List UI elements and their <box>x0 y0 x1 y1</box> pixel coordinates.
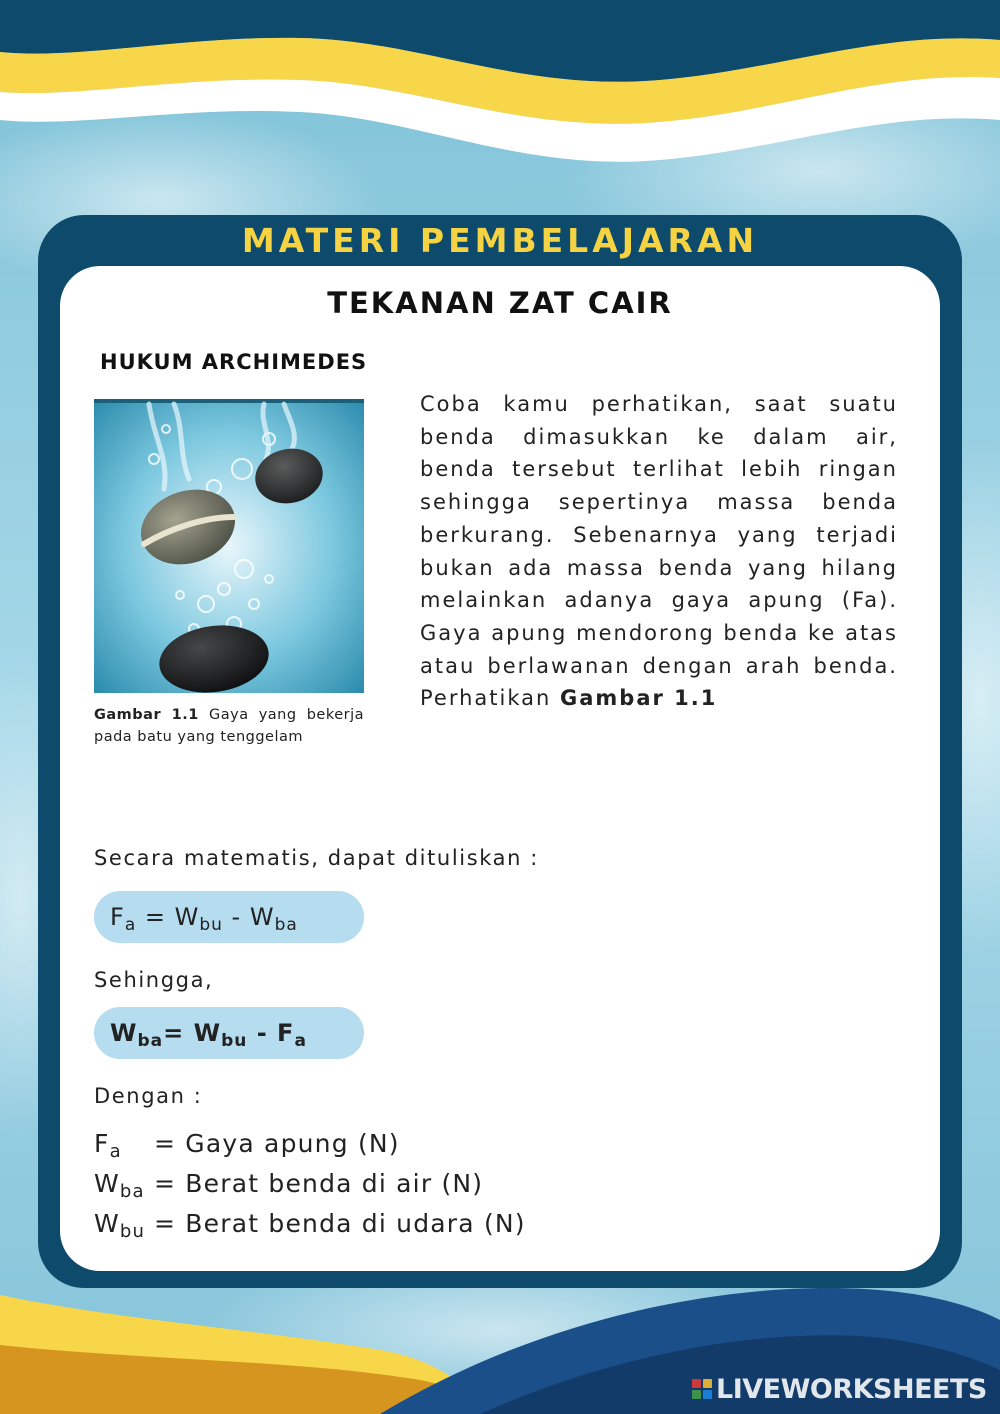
formula-subscript: a <box>124 915 137 935</box>
definition-text: = Gaya apung (N) <box>154 1129 400 1158</box>
stones-in-water-photo-icon <box>94 399 364 693</box>
formula-subscript: ba <box>137 1031 164 1051</box>
formula-subscript: a <box>294 1031 307 1051</box>
formula-operator: - <box>222 903 250 931</box>
formula-symbol: F <box>277 1019 295 1047</box>
figure-caption-text: Gaya yang bekerja pada batu yang tenggelam <box>94 707 364 745</box>
definition-symbol: $F_a$ <box>94 1129 122 1162</box>
page-header-title: MATERI PEMBELAJARAN <box>241 221 759 260</box>
watermark-text: LIVEWORKSHEETS <box>716 1373 987 1405</box>
definition-row <box>94 1124 526 1164</box>
definition-row <box>94 1164 526 1204</box>
definition-symbol: $W_{bu}$ <box>94 1209 146 1242</box>
figure-caption <box>94 704 364 748</box>
formula-weight-in-water <box>94 1007 364 1059</box>
formula-operator: = <box>163 1019 194 1047</box>
formula-subscript: ba <box>274 915 298 935</box>
body-paragraph-figure-ref: Gambar 1.1 <box>560 686 718 711</box>
liveworksheets-logo-icon <box>692 1379 712 1399</box>
definition-row <box>94 1204 526 1244</box>
body-paragraph-text: Coba kamu perhatikan, saat suatu benda dimasukkan ke dalam air, benda tersebut terlihat lebih ringan sehingga sepertinya massa benda berkurang. Sebenarnya yang terjadi bukan ada massa benda yang hilang melainkan adanya gaya apung (Fa). Gaya apung mendorong benda ke atas atau berlawanan dengan arah benda. Perhatikan <box>420 392 898 711</box>
formula-operator: = <box>136 903 175 931</box>
formula-symbol: W <box>110 1019 138 1047</box>
formula-symbol: W <box>193 1019 222 1047</box>
formula-symbol: F <box>110 903 125 931</box>
figure-caption-label: Gambar 1.1 <box>94 707 199 723</box>
conclusion-label: Sehingga, <box>94 968 214 992</box>
formula-buoyant-force <box>94 891 364 943</box>
formula-operator: - <box>247 1019 278 1047</box>
formula-intro: Secara matematis, dapat dituliskan : <box>94 846 539 870</box>
formula-symbol: W <box>249 903 275 931</box>
topic-title: TEKANAN ZAT CAIR <box>327 286 673 320</box>
body-paragraph <box>420 388 898 715</box>
formula-symbol: W <box>174 903 200 931</box>
definition-text: = Berat benda di udara (N) <box>154 1209 526 1238</box>
logo-square <box>692 1390 701 1399</box>
subtopic-title: HUKUM ARCHIMEDES <box>100 350 368 374</box>
definitions-list <box>94 1124 526 1244</box>
formula-subscript: bu <box>221 1031 248 1051</box>
definition-symbol: $W_{ba}$ <box>94 1169 145 1202</box>
logo-square <box>692 1379 701 1388</box>
logo-square <box>703 1390 712 1399</box>
definition-text: = Berat benda di air (N) <box>154 1169 484 1198</box>
definitions-label: Dengan : <box>94 1084 203 1108</box>
logo-square <box>703 1379 712 1388</box>
liveworksheets-watermark[interactable] <box>692 1372 987 1406</box>
formula-subscript: bu <box>199 915 223 935</box>
